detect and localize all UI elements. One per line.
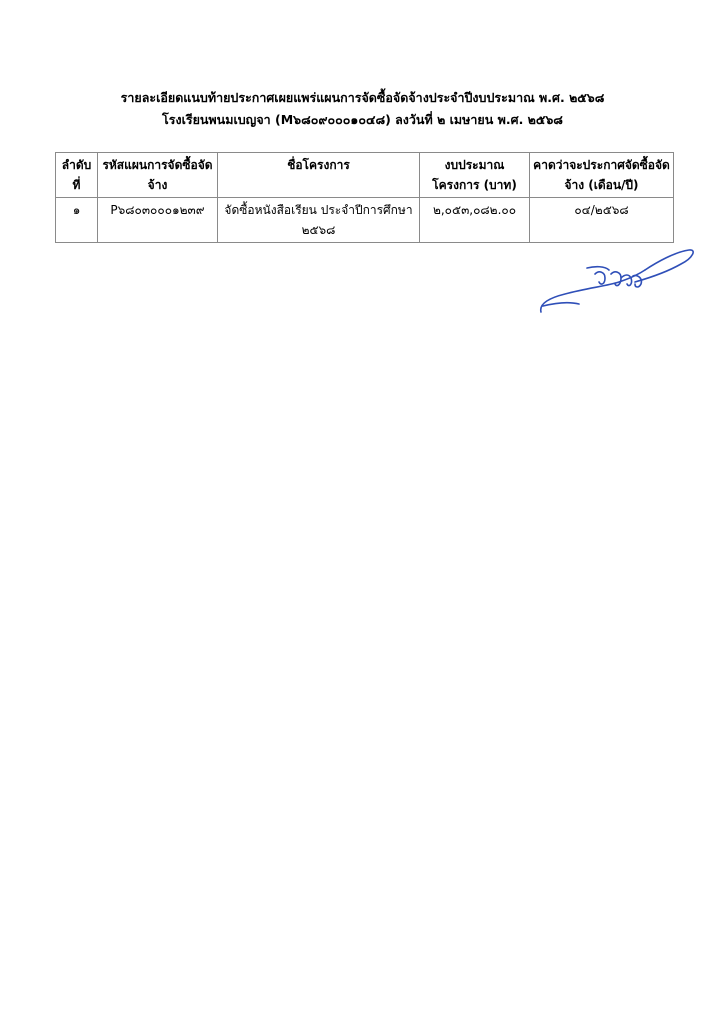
cell-expected-date: ๐๔/๒๕๖๘ <box>530 198 674 243</box>
cell-plan-code: P๖๘๐๓๐๐๐๑๒๓๙ <box>98 198 218 243</box>
header-expected-date: คาดว่าจะประกาศจัดซื้อจัดจ้าง (เดือน/ปี) <box>530 153 674 198</box>
header-plan-code: รหัสแผนการจัดซื้อจัดจ้าง <box>98 153 218 198</box>
cell-project-name: จัดซื้อหนังสือเรียน ประจำปีการศึกษา ๒๕๖๘ <box>218 198 420 243</box>
document-title-line-1: รายละเอียดแนบท้ายประกาศเผยแพร่แผนการจัดซื้อจัดจ้างประจำปีงบประมาณ พ.ศ. ๒๕๖๘ <box>120 90 605 105</box>
handwritten-signature <box>535 244 697 318</box>
header-budget: งบประมาณโครงการ (บาท) <box>420 153 530 198</box>
document-title-line-2: โรงเรียนพนมเบญจา (M๖๘๐๙๐๐๐๑๐๔๘) ลงวันที่ ๒ เมษายน พ.ศ. ๒๕๖๘ <box>162 112 563 127</box>
table-row <box>56 198 674 243</box>
procurement-plan-table <box>55 152 674 243</box>
cell-seq: ๑ <box>56 198 98 243</box>
header-project-name: ชื่อโครงการ <box>218 153 420 198</box>
table-header-row <box>56 153 674 198</box>
header-seq: ลำดับที่ <box>56 153 98 198</box>
cell-budget: ๒,๐๕๓,๐๘๒.๐๐ <box>420 198 530 243</box>
